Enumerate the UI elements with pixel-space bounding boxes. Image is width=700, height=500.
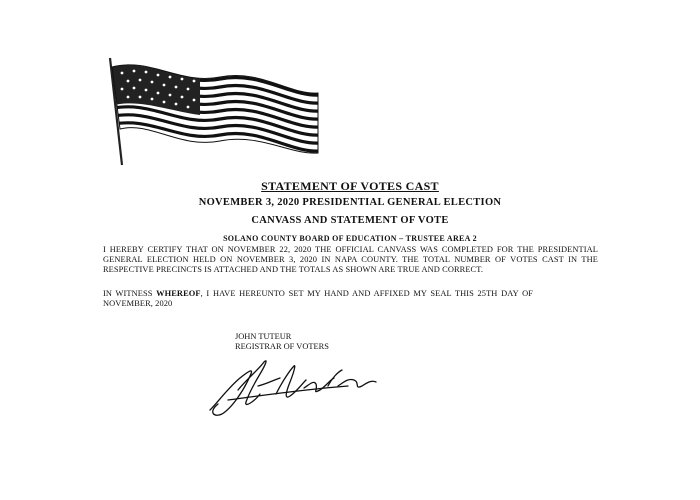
signer-title: REGISTRAR OF VOTERS	[235, 342, 329, 351]
canvass-subheading: CANVASS AND STATEMENT OF VOTE	[251, 215, 449, 226]
signer-block	[235, 332, 329, 352]
us-flag-icon	[100, 55, 325, 175]
handwritten-signature	[198, 350, 383, 420]
witness-text: , I HAVE HEREUNTO SET MY HAND AND AFFIXED MY SEAL THIS 25TH DAY OF NOVEMBER, 2020	[103, 289, 533, 308]
contest-name: SOLANO COUNTY BOARD OF EDUCATION – TRUSTEE AREA 2	[223, 234, 477, 243]
document-heading: STATEMENT OF VOTES CAST	[261, 179, 439, 193]
signer-name: JOHN TUTEUR	[235, 332, 292, 341]
election-title: NOVEMBER 3, 2020 PRESIDENTIAL GENERAL ELECTION	[198, 197, 502, 208]
witness-paragraph	[103, 289, 533, 309]
certification-paragraph: I HEREBY CERTIFY THAT ON NOVEMBER 22, 2020 THE OFFICIAL CANVASS WAS COMPLETED FOR THE PRESIDENTIAL GENERAL ELECTION HELD ON NOVEMBER 3, 2020 IN NAPA COUNTY. THE TOTAL NUMBER OF VOTES CAST IN THE RESPECTIVE PRECINCTS IS ATTACHED AND THE TOTALS AS SHOWN ARE TRUE AND CORRECT.	[103, 245, 598, 274]
witness-prefix: IN WITNESS	[103, 289, 157, 298]
witness-keyword: WHEREOF	[156, 289, 201, 298]
